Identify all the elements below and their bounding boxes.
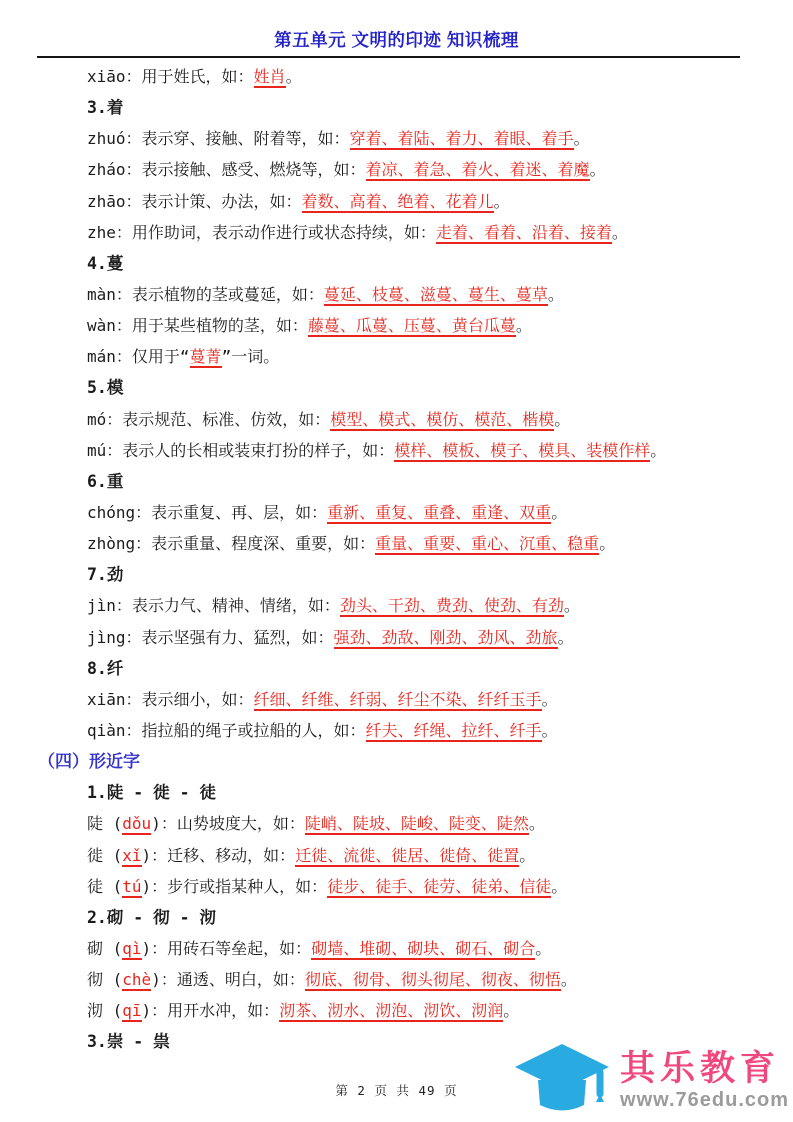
plain-text: 。: [589, 160, 606, 180]
highlighted-term: 强劲、劲敌、刚劲、劲风、劲旅: [333, 627, 558, 647]
highlighted-term: dǒu: [122, 814, 152, 834]
content-line: [0, 217, 793, 248]
highlighted-term: 穿着、着陆、着力、着眼、着手: [349, 129, 574, 149]
highlighted-term: 姓肖: [253, 67, 286, 86]
highlighted-term: 着数、高着、绝着、花着儿: [301, 191, 494, 211]
highlighted-term: 纤细、纤维、纤弱、纤尘不染、纤纤玉手: [253, 689, 542, 709]
plain-text: 。: [551, 502, 568, 522]
plain-text: 。: [519, 845, 536, 865]
plain-text: 。: [611, 222, 628, 242]
plain-text: 徙 (: [87, 845, 123, 865]
content-line: [0, 995, 793, 1026]
plain-text: mú：表示人的长相或装束打扮的样子，如：: [87, 440, 395, 460]
section-heading: [0, 92, 793, 123]
content-line: [0, 528, 793, 559]
section-heading: [0, 466, 793, 497]
highlighted-term: 劲头、干劲、费劲、使劲、有劲: [339, 596, 564, 616]
content-line: [0, 622, 793, 653]
content-line: [0, 279, 793, 310]
highlighted-term: 彻底、彻骨、彻头彻尾、彻夜、彻悟: [304, 970, 561, 990]
plain-text: 5.模: [87, 378, 124, 398]
highlighted-term: 徒步、徒手、徒劳、徒弟、信徒: [327, 876, 552, 896]
highlighted-term: 蔓菁: [189, 347, 222, 367]
highlighted-term: tú: [122, 876, 142, 896]
page-number: 第 2 页 共 49 页: [335, 1083, 458, 1098]
content-line: [0, 497, 793, 528]
plain-text: 7.劲: [87, 565, 124, 585]
highlighted-term: qì: [122, 938, 142, 958]
logo: [512, 1042, 789, 1120]
plain-text: 2.砌 - 彻 - 沏: [87, 907, 216, 927]
plain-text: 。: [599, 534, 616, 554]
plain-text: jìng：表示坚强有力、猛烈，如：: [87, 627, 334, 647]
plain-text: zháo：表示接触、感受、燃烧等，如：: [87, 160, 366, 180]
section-heading: [0, 777, 793, 808]
plain-text: wàn：用于某些植物的茎，如：: [87, 316, 308, 336]
plain-text: mán：仅用于“: [87, 347, 190, 367]
plain-text: 陡 (: [87, 814, 123, 834]
section-heading: [0, 746, 793, 777]
highlighted-term: 模样、模板、模子、模具、装模作样: [394, 440, 651, 460]
plain-text: 彻 (: [87, 970, 123, 990]
highlighted-term: xǐ: [122, 845, 142, 865]
plain-text: ”一词。: [221, 347, 280, 367]
plain-text: )：通透、明白，如：: [151, 970, 305, 990]
plain-text: zhòng：表示重量、程度深、重要，如：: [87, 534, 376, 554]
content-line: [0, 684, 793, 715]
content-line: [0, 61, 793, 92]
section-heading: [0, 248, 793, 279]
plain-text: 。: [557, 627, 574, 647]
highlighted-term: chè: [122, 970, 152, 990]
content-line: [0, 154, 793, 185]
highlighted-term: qī: [122, 1001, 142, 1021]
section-heading: [0, 902, 793, 933]
plain-text: 。: [535, 938, 552, 958]
content-line: [0, 404, 793, 435]
highlighted-term: 藤蔓、瓜蔓、压蔓、黄台瓜蔓: [307, 316, 516, 336]
plain-text: 。: [554, 409, 571, 429]
highlighted-term: 蔓延、枝蔓、滋蔓、蔓生、蔓草: [323, 284, 548, 304]
content-line: [0, 590, 793, 621]
content-line: [0, 808, 793, 839]
highlighted-term: 模型、模式、模仿、模范、楷模: [330, 409, 555, 429]
plain-text: )：用开水冲，如：: [141, 1001, 280, 1021]
plain-text: 1.陡 - 徙 - 徒: [87, 783, 216, 803]
plain-text: 。: [560, 970, 577, 990]
content-line: [0, 933, 793, 964]
plain-text: )：用砖石等垒起，如：: [141, 938, 312, 958]
plain-text: 。: [493, 191, 510, 211]
plain-text: jìn：表示力气、精神、情绪，如：: [87, 596, 340, 616]
content-line: [0, 840, 793, 871]
highlighted-term: 迁徙、流徙、徙居、徙倚、徙置: [295, 845, 520, 865]
plain-text: 。: [650, 440, 667, 460]
plain-text: 4.蔓: [87, 253, 124, 273]
plain-text: zhuó：表示穿、接触、附着等，如：: [87, 129, 350, 149]
content-line: [0, 871, 793, 902]
highlighted-term: 重新、重复、重叠、重逢、双重: [327, 502, 552, 522]
content-lines: [0, 61, 793, 1058]
content-line: [0, 435, 793, 466]
plain-text: 。: [551, 876, 568, 896]
plain-text: zhe：用作助词，表示动作进行或状态持续，如：: [87, 222, 436, 242]
highlighted-term: 着凉、着急、着火、着迷、着魔: [365, 160, 590, 180]
plain-text: )：迁移、移动，如：: [141, 845, 296, 865]
highlighted-term: 砌墙、堆砌、砌块、砌石、砌合: [311, 938, 536, 958]
content-line: [0, 964, 793, 995]
brand-name: 其乐教育: [620, 1048, 781, 1088]
plain-text: qiàn：指拉船的绳子或拉船的人，如：: [87, 720, 366, 740]
plain-text: 。: [541, 689, 558, 709]
plain-text: )：山势坡度大，如：: [151, 814, 305, 834]
plain-text: 。: [515, 316, 532, 336]
highlighted-term: 沏茶、沏水、沏泡、沏饮、沏润: [279, 1001, 504, 1021]
plain-text: mó：表示规范、标准、仿效，如：: [87, 409, 331, 429]
plain-text: 。: [503, 1001, 520, 1021]
plain-text: 8.纤: [87, 658, 124, 678]
content-line: [0, 186, 793, 217]
content-line: [0, 123, 793, 154]
plain-text: màn：表示植物的茎或蔓延，如：: [87, 284, 324, 304]
highlighted-term: 走着、看着、沿着、接着: [435, 222, 612, 242]
plain-text: 沏 (: [87, 1001, 123, 1021]
plain-text: 。: [285, 67, 302, 86]
plain-text: chóng：表示重复、再、层，如：: [87, 502, 328, 522]
graduation-cap-icon: [512, 1042, 612, 1120]
section-heading: [0, 559, 793, 590]
plain-text: 3.着: [87, 98, 124, 118]
plain-text: zhāo：表示计策、办法，如：: [87, 191, 302, 211]
plain-text: 。: [563, 596, 580, 616]
plain-text: （四）形近字: [38, 752, 140, 772]
plain-text: )：步行或指某种人，如：: [141, 876, 328, 896]
content-line: [0, 310, 793, 341]
header-divider: [37, 56, 740, 58]
plain-text: 。: [573, 129, 590, 149]
content-line: [0, 715, 793, 746]
plain-text: 砌 (: [87, 938, 123, 958]
highlighted-term: 重量、重要、重心、沉重、稳重: [375, 534, 600, 554]
highlighted-term: 陡峭、陡坡、陡峻、陡变、陡然: [304, 814, 529, 834]
section-heading: [0, 372, 793, 403]
brand-url: www.76edu.com: [620, 1089, 789, 1112]
plain-text: xiāo：用于姓氏，如：: [87, 67, 254, 86]
page-title: 第五单元 文明的印迹 知识梳理: [274, 30, 519, 50]
plain-text: 。: [541, 720, 558, 740]
plain-text: 徒 (: [87, 876, 123, 896]
plain-text: 6.重: [87, 471, 124, 491]
content-line: [0, 341, 793, 372]
plain-text: xiān：表示细小，如：: [87, 689, 254, 709]
plain-text: 。: [528, 814, 545, 834]
section-heading: [0, 653, 793, 684]
plain-text: 3.崇 - 祟: [87, 1032, 170, 1052]
highlighted-term: 纤夫、纤绳、拉纤、纤手: [365, 720, 542, 740]
plain-text: 。: [547, 284, 564, 304]
brand-block: [620, 1050, 789, 1113]
